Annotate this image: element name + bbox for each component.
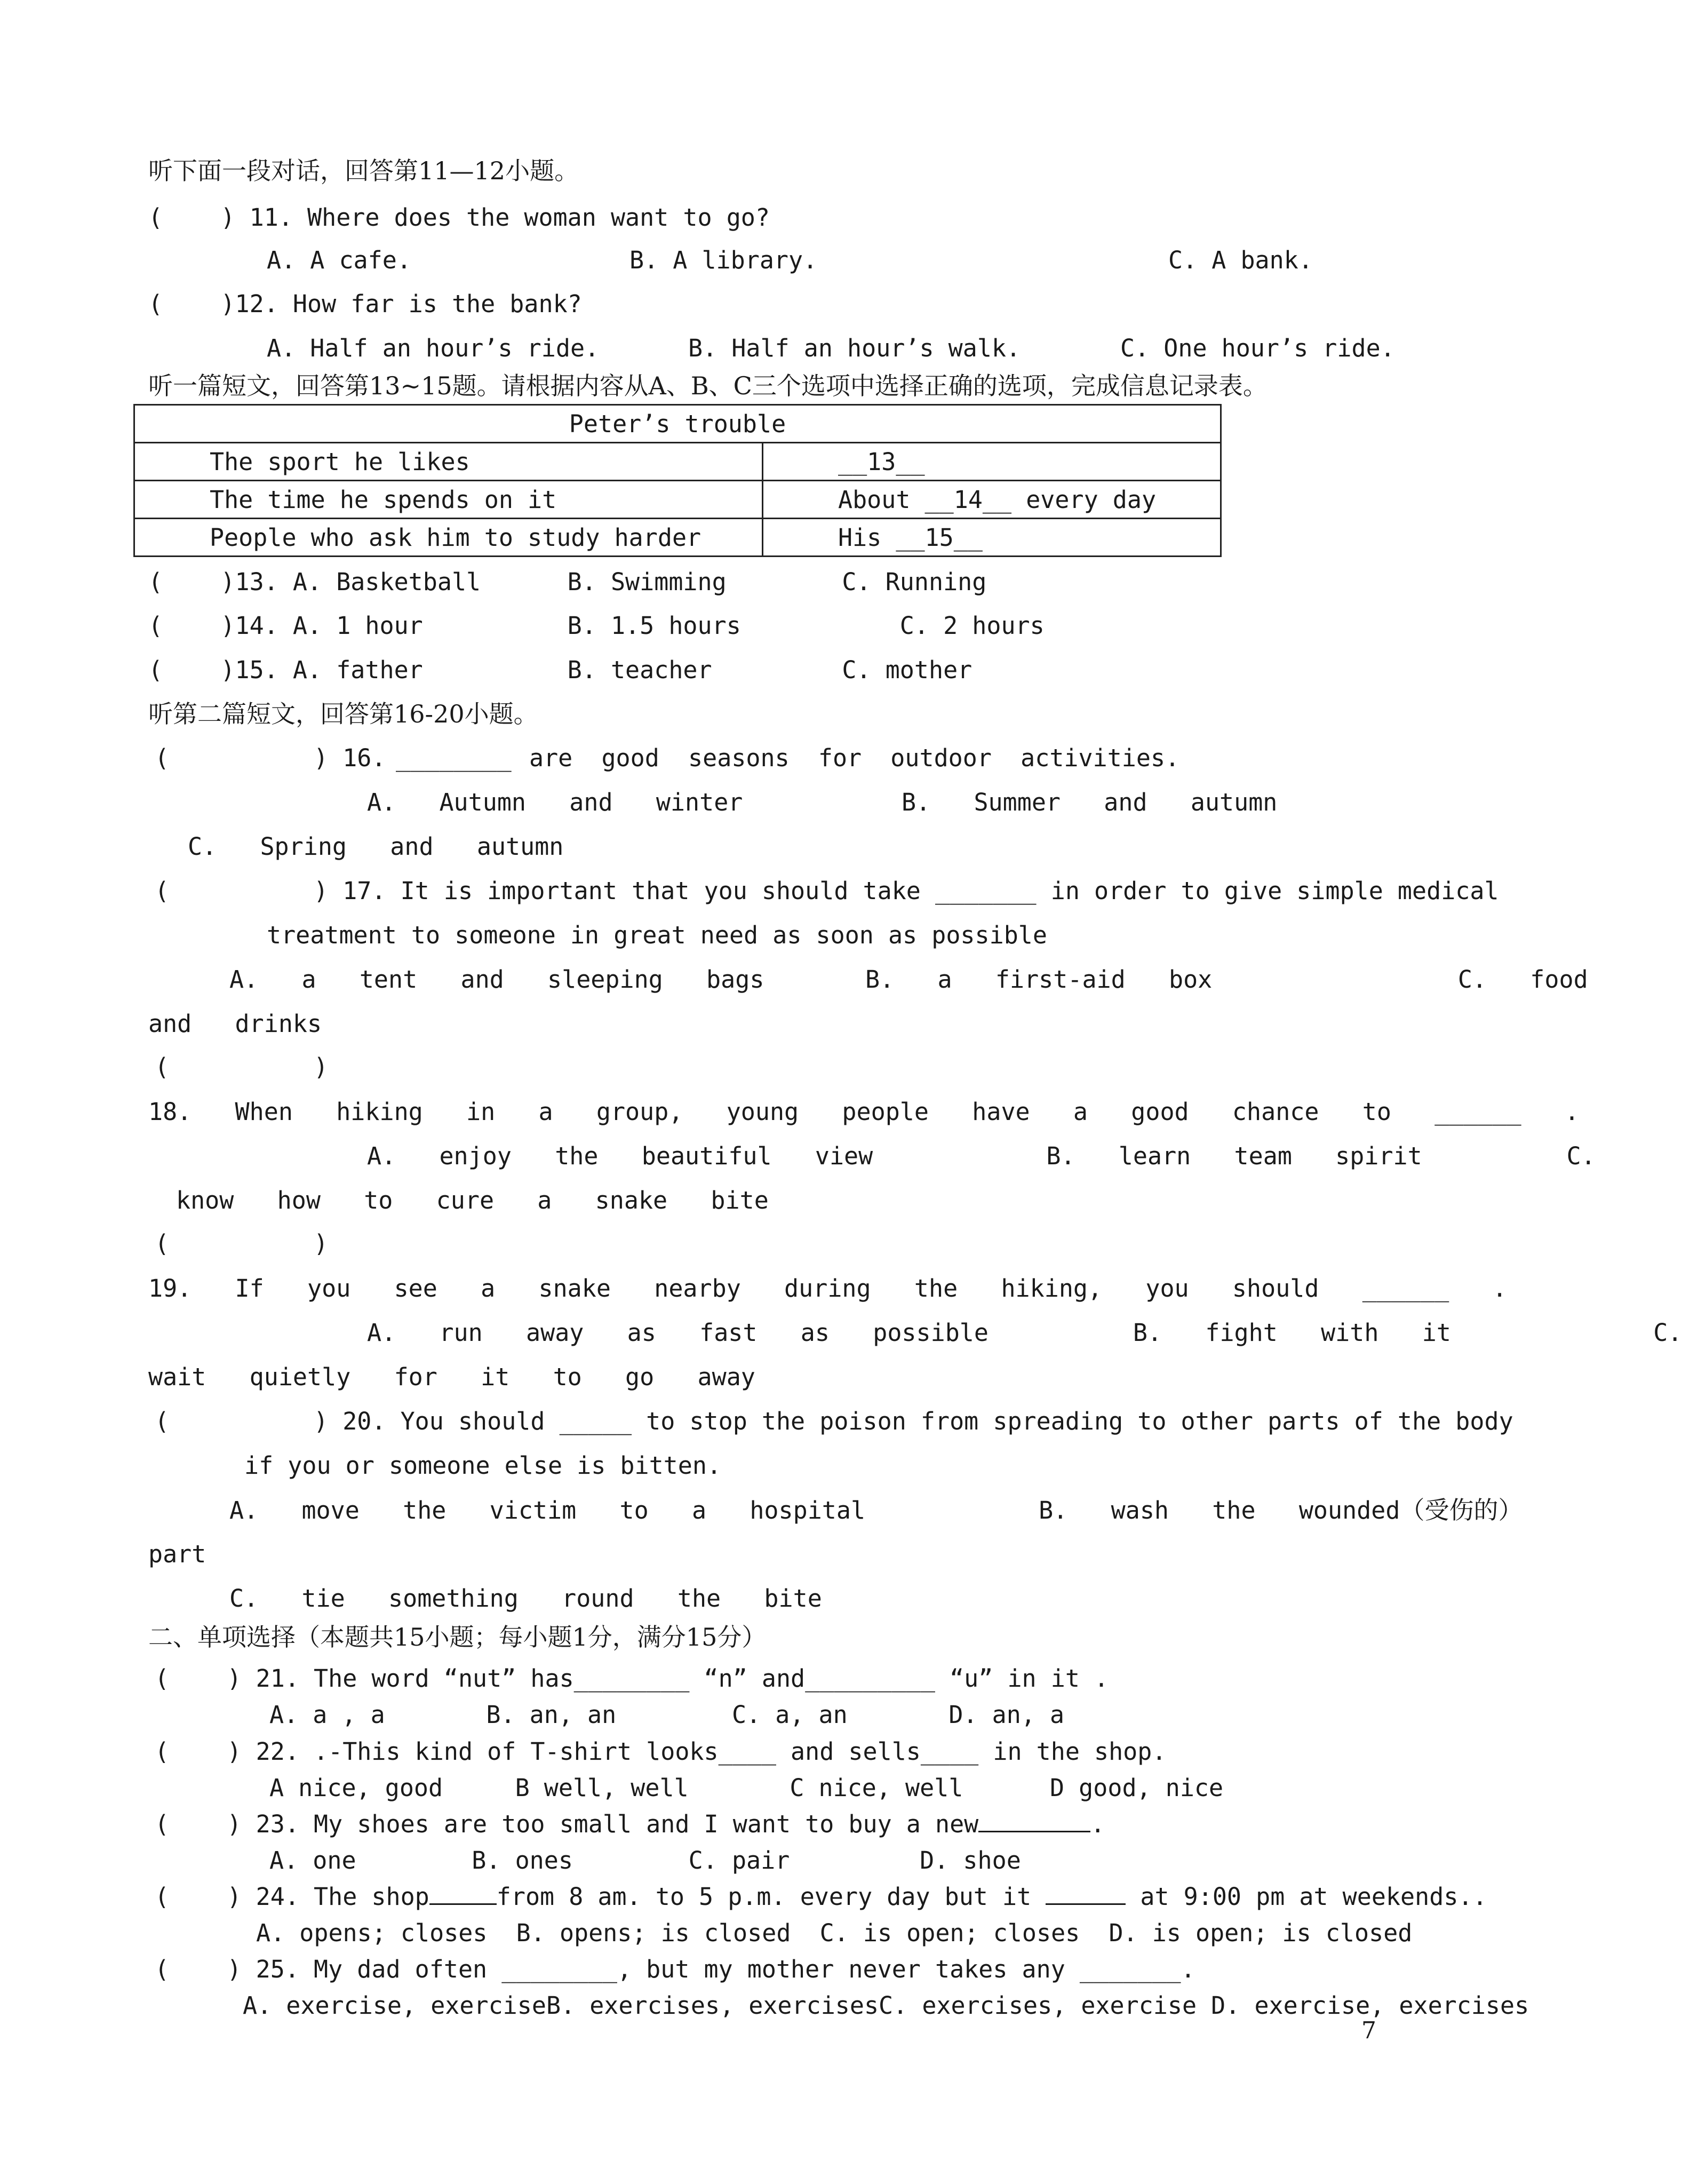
table-cell-value: About __14__ every day — [763, 481, 1221, 519]
q12-option-b: B. Half an hour’s walk. — [688, 334, 1021, 362]
question-16-number: ( ) 16. — [155, 744, 386, 772]
question-24-end: at 9:00 pm at weekends.. — [1140, 1883, 1487, 1911]
question-17: ( ) 17. It is important that you should take _______ in order to give simple medical — [155, 877, 1499, 905]
table-cell-label: People who ask him to study harder — [134, 519, 763, 557]
q20-options-text: A. move the victim to a hospital B. wash the wounded — [229, 1496, 1400, 1524]
q20-chinese-gloss: （受伤的） — [1400, 1496, 1523, 1524]
q11-option-a: A. A cafe. — [267, 246, 411, 274]
question-25: ( ) 25. My dad often ________, but my mother never takes any _______. — [155, 1955, 1195, 1983]
question-11: ( ) 11. Where does the woman want to go? — [148, 203, 770, 232]
question-18: 18. When hiking in a group, young people have a good chance to ______ . — [148, 1098, 1580, 1126]
q20-options-a-b — [229, 1495, 1522, 1526]
question-14: ( )14. A. 1 hour B. 1.5 hours C. 2 hours — [148, 611, 1045, 640]
question-23-end: . — [1090, 1810, 1105, 1838]
q18-options: A. enjoy the beautiful view B. learn team spirit C. — [367, 1142, 1596, 1170]
q16-option-c: C. Spring and autumn — [188, 832, 564, 861]
answer-blank — [429, 1882, 497, 1905]
q19-options: A. run away as fast as possible B. fight with it C. — [367, 1319, 1682, 1347]
q21-options: A. a , a B. an, an C. a, an D. an, a — [269, 1701, 1065, 1729]
info-record-table — [133, 404, 1222, 557]
q16-option-b: B. Summer and autumn — [902, 788, 1278, 816]
table-row — [134, 519, 1221, 557]
question-24 — [155, 1882, 1487, 1912]
section-heading-16-20: 听第二篇短文，回答第16-20小题。 — [148, 700, 538, 728]
table-row — [134, 481, 1221, 519]
question-22: ( ) 22. .-This kind of T-shirt looks____ and sells____ in the shop. — [155, 1737, 1167, 1766]
answer-blank — [1046, 1882, 1126, 1905]
question-23-text: ( ) 23. My shoes are too small and I want to buy a new — [155, 1810, 979, 1838]
q20-option-c: C. tie something round the bite — [229, 1584, 822, 1613]
q12-option-a: A. Half an hour’s ride. — [267, 334, 600, 362]
section-heading-13-15: 听一篇短文，回答第13~15题。请根据内容从A、B、C三个选项中选择正确的选项，完成信息记录表。 — [148, 371, 1268, 400]
section-heading-11-12: 听下面一段对话，回答第11—12小题。 — [148, 156, 579, 185]
q19-option-c-continued: wait quietly for it to go away — [148, 1363, 755, 1391]
question-20: ( ) 20. You should _____ to stop the poison from spreading to other parts of the body — [155, 1407, 1513, 1435]
q18-answer-paren: ( ) — [155, 1053, 329, 1081]
question-16-text: are good seasons for outdoor activities. — [529, 744, 1180, 772]
q17-option-c-continued: and drinks — [148, 1010, 322, 1038]
question-21: ( ) 21. The word “nut” has________ “n” and_________ “u” in it . — [155, 1664, 1109, 1693]
table-title: Peter’s trouble — [134, 405, 1221, 443]
table-row — [134, 443, 1221, 481]
question-19: 19. If you see a snake nearby during the hiking, you should ______ . — [148, 1274, 1507, 1303]
q12-option-c: C. One hour’s ride. — [1120, 334, 1395, 362]
q18-option-c-continued: know how to cure a snake bite — [176, 1186, 769, 1214]
q25-options: A. exercise, exerciseB. exercises, exercisesC. exercises, exercise D. exercise, exercises — [243, 1991, 1529, 2020]
q22-options: A nice, good B well, well C nice, well D good, nice — [269, 1774, 1224, 1802]
table-cell-value: __13__ — [763, 443, 1221, 481]
q16-option-a: A. Autumn and winter — [367, 788, 743, 816]
question-24-text: ( ) 24. The shop — [155, 1883, 429, 1911]
question-16-blank: ________ — [396, 744, 512, 772]
question-24-middle: from 8 am. to 5 p.m. every day but it — [496, 1883, 1032, 1911]
table-cell-value: His __15__ — [763, 519, 1221, 557]
table-cell-label: The sport he likes — [134, 443, 763, 481]
page-number: 7 — [1361, 2017, 1376, 2044]
question-13: ( )13. A. Basketball B. Swimming C. Running — [148, 568, 987, 596]
answer-blank — [978, 1809, 1090, 1832]
q24-options: A. opens; closes B. opens; is closed C. is open; closes D. is open; is closed — [256, 1919, 1413, 1947]
part-2-heading: 二、单项选择（本题共15小题；每小题1分，满分15分） — [148, 1623, 767, 1651]
q17-options: A. a tent and sleeping bags B. a first-aid box C. food — [229, 965, 1588, 994]
question-17-continued: treatment to someone in great need as soon as possible — [267, 921, 1047, 949]
question-20-continued: if you or someone else is bitten. — [244, 1451, 722, 1480]
q23-options: A. one B. ones C. pair D. shoe — [269, 1846, 1021, 1875]
question-12: ( )12. How far is the bank? — [148, 290, 582, 318]
question-15: ( )15. A. father B. teacher C. mother — [148, 656, 972, 684]
question-23 — [155, 1809, 1105, 1839]
q20-option-b-continued: part — [148, 1540, 206, 1568]
q11-option-c: C. A bank. — [1168, 246, 1313, 274]
q19-answer-paren: ( ) — [155, 1229, 329, 1258]
q11-option-b: B. A library. — [629, 246, 818, 274]
table-cell-label: The time he spends on it — [134, 481, 763, 519]
